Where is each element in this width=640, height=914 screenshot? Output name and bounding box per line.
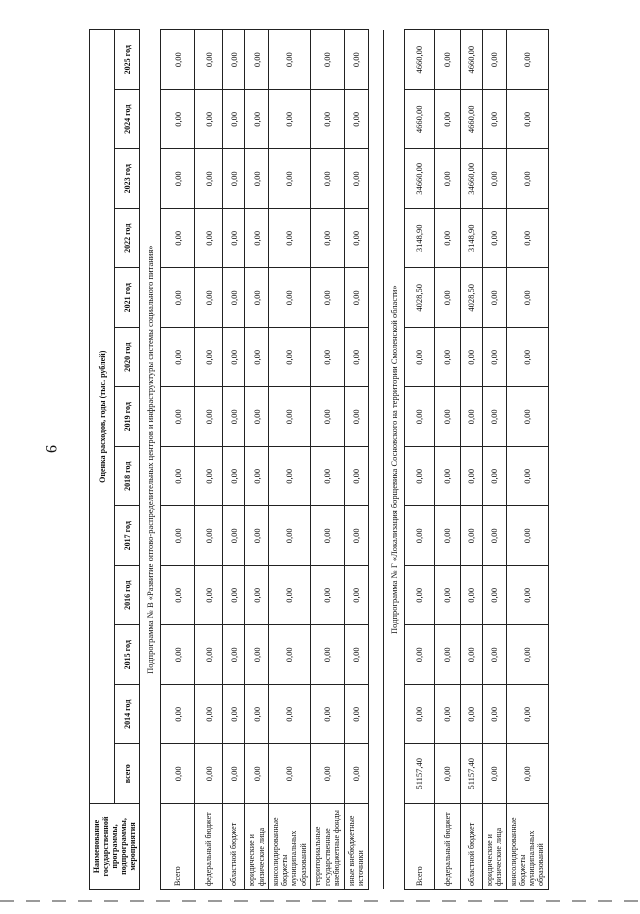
year-header: 2014 год — [115, 685, 140, 745]
value-cell: 0,00 — [434, 209, 460, 269]
budget-table — [89, 29, 549, 890]
value-cell: 0,00 — [482, 685, 506, 745]
value-cell: 0,00 — [269, 447, 311, 507]
value-cell: 0,00 — [434, 447, 460, 507]
value-cell: 0,00 — [310, 30, 344, 90]
value-cell: 0,00 — [482, 506, 506, 566]
value-cell: 0,00 — [245, 387, 269, 447]
value-cell: 0,00 — [245, 506, 269, 566]
value-cell: 0,00 — [269, 268, 311, 328]
row-label: Всего — [161, 804, 195, 890]
value-cell: 0,00 — [506, 209, 548, 269]
value-cell: 4660,00 — [404, 30, 434, 90]
year-header: 2019 год — [115, 387, 140, 447]
table-row — [434, 30, 460, 890]
value-cell: 0,00 — [310, 625, 344, 685]
value-cell: 0,00 — [506, 566, 548, 626]
value-cell: 0,00 — [404, 625, 434, 685]
value-cell: 0,00 — [460, 387, 482, 447]
value-cell: 0,00 — [404, 685, 434, 745]
row-label: федеральный бюджет — [434, 804, 460, 890]
value-cell: 0,00 — [460, 506, 482, 566]
table-row — [482, 30, 506, 890]
value-cell: 0,00 — [223, 625, 245, 685]
value-cell: 0,00 — [161, 268, 195, 328]
value-cell: 51157,40 — [404, 744, 434, 804]
value-cell: 0,00 — [434, 506, 460, 566]
value-cell: 0,00 — [245, 566, 269, 626]
value-cell: 0,00 — [223, 685, 245, 745]
value-cell: 0,00 — [310, 387, 344, 447]
table-row — [344, 30, 368, 890]
value-cell: 34660,00 — [404, 149, 434, 209]
row-label: областной бюджет — [460, 804, 482, 890]
value-cell: 0,00 — [195, 744, 223, 804]
value-cell: 0,00 — [460, 328, 482, 388]
value-cell: 0,00 — [245, 268, 269, 328]
value-cell: 0,00 — [506, 90, 548, 150]
value-cell: 0,00 — [223, 447, 245, 507]
value-cell: 0,00 — [344, 685, 368, 745]
value-cell: 4028,50 — [460, 268, 482, 328]
header-row-1 — [90, 30, 115, 890]
value-cell: 0,00 — [434, 685, 460, 745]
value-cell: 0,00 — [269, 744, 311, 804]
value-cell: 4660,00 — [404, 90, 434, 150]
value-cell: 0,00 — [161, 566, 195, 626]
year-header: всего — [115, 744, 140, 804]
table-row — [269, 30, 311, 890]
row-label: юридические и физические лица — [245, 804, 269, 890]
value-cell: 0,00 — [434, 149, 460, 209]
value-cell: 0,00 — [223, 268, 245, 328]
table-row — [223, 30, 245, 890]
gap — [368, 30, 383, 890]
value-cell: 0,00 — [195, 209, 223, 269]
value-cell: 0,00 — [344, 90, 368, 150]
table-row — [161, 30, 195, 890]
value-cell: 0,00 — [460, 625, 482, 685]
row-label: юридические и физические лица — [482, 804, 506, 890]
value-cell: 0,00 — [161, 209, 195, 269]
value-cell: 0,00 — [506, 625, 548, 685]
value-cell: 0,00 — [195, 90, 223, 150]
header-row-2 — [115, 30, 140, 890]
scan-edge-artifact — [0, 900, 640, 902]
value-cell: 0,00 — [344, 387, 368, 447]
value-cell: 0,00 — [223, 744, 245, 804]
value-cell: 0,00 — [310, 328, 344, 388]
value-cell: 0,00 — [434, 328, 460, 388]
subprogram-g-title: Подпрограмма № Г «Локализация борщевика Сосновского на территории Смоленской области» — [383, 30, 404, 890]
value-cell: 0,00 — [269, 685, 311, 745]
value-cell: 0,00 — [269, 30, 311, 90]
value-cell: 0,00 — [161, 387, 195, 447]
year-header: 2015 год — [115, 625, 140, 685]
value-cell: 0,00 — [269, 387, 311, 447]
year-header: 2021 год — [115, 268, 140, 328]
value-cell: 0,00 — [434, 625, 460, 685]
row-label: консолидированные бюджеты муниципальных образований — [269, 804, 311, 890]
value-cell: 0,00 — [482, 744, 506, 804]
value-cell: 0,00 — [434, 566, 460, 626]
value-cell: 0,00 — [482, 90, 506, 150]
value-cell: 0,00 — [506, 685, 548, 745]
page-number: 9 — [42, 445, 59, 453]
row-label: областной бюджет — [223, 804, 245, 890]
value-cell: 0,00 — [506, 506, 548, 566]
value-cell: 0,00 — [344, 209, 368, 269]
value-cell: 0,00 — [269, 328, 311, 388]
value-cell: 0,00 — [482, 625, 506, 685]
value-cell: 0,00 — [404, 566, 434, 626]
value-cell: 0,00 — [161, 506, 195, 566]
value-cell: 0,00 — [506, 447, 548, 507]
table-row — [404, 30, 434, 890]
value-cell: 0,00 — [310, 209, 344, 269]
value-cell: 0,00 — [195, 625, 223, 685]
value-cell: 0,00 — [195, 566, 223, 626]
value-cell: 0,00 — [460, 447, 482, 507]
value-cell: 0,00 — [161, 447, 195, 507]
value-cell: 0,00 — [482, 209, 506, 269]
value-cell: 0,00 — [161, 744, 195, 804]
value-cell: 0,00 — [310, 566, 344, 626]
value-cell: 0,00 — [245, 30, 269, 90]
value-cell: 0,00 — [195, 685, 223, 745]
table-row — [506, 30, 548, 890]
subprogram-v-body — [140, 30, 369, 890]
value-cell: 0,00 — [269, 90, 311, 150]
value-cell: 0,00 — [506, 328, 548, 388]
value-cell: 0,00 — [482, 328, 506, 388]
value-cell: 0,00 — [482, 566, 506, 626]
row-label: федеральный бюджет — [195, 804, 223, 890]
value-cell: 0,00 — [195, 149, 223, 209]
value-cell: 3148,90 — [404, 209, 434, 269]
value-cell: 0,00 — [460, 685, 482, 745]
value-cell: 0,00 — [195, 506, 223, 566]
value-cell: 0,00 — [310, 685, 344, 745]
year-header: 2018 год — [115, 447, 140, 507]
row-label: консолидированные бюджеты муниципальных образований — [506, 804, 548, 890]
value-cell: 0,00 — [195, 387, 223, 447]
subprogram-v-title-row — [140, 30, 161, 890]
value-cell: 0,00 — [161, 149, 195, 209]
table-row — [460, 30, 482, 890]
value-cell: 0,00 — [344, 625, 368, 685]
value-cell: 0,00 — [223, 328, 245, 388]
value-cell: 0,00 — [434, 744, 460, 804]
table-row — [195, 30, 223, 890]
value-cell: 0,00 — [269, 506, 311, 566]
value-cell: 0,00 — [344, 30, 368, 90]
value-cell: 0,00 — [223, 149, 245, 209]
value-cell: 0,00 — [223, 209, 245, 269]
value-cell: 0,00 — [404, 387, 434, 447]
value-cell: 0,00 — [223, 566, 245, 626]
subprogram-g-body — [383, 30, 548, 890]
row-label: территориальные государственные внебюджетные фонды — [310, 804, 344, 890]
value-cell: 0,00 — [195, 268, 223, 328]
value-cell: 0,00 — [223, 387, 245, 447]
value-cell: 0,00 — [223, 30, 245, 90]
value-cell: 0,00 — [506, 744, 548, 804]
year-header: 2023 год — [115, 149, 140, 209]
value-cell: 0,00 — [310, 90, 344, 150]
estimate-header: Оценка расходов, годы (тыс. рублей) — [90, 30, 115, 804]
year-header: 2022 год — [115, 209, 140, 269]
value-cell: 0,00 — [506, 268, 548, 328]
value-cell: 0,00 — [195, 328, 223, 388]
value-cell: 0,00 — [460, 566, 482, 626]
year-header: 2017 год — [115, 506, 140, 566]
year-header: 2024 год — [115, 90, 140, 150]
year-header: 2025 год — [115, 30, 140, 90]
value-cell: 0,00 — [269, 209, 311, 269]
value-cell: 0,00 — [161, 30, 195, 90]
value-cell: 0,00 — [310, 149, 344, 209]
subprogram-g-title-row — [383, 30, 404, 890]
value-cell: 0,00 — [245, 149, 269, 209]
value-cell: 0,00 — [344, 149, 368, 209]
value-cell: 0,00 — [344, 506, 368, 566]
value-cell: 0,00 — [310, 506, 344, 566]
value-cell: 0,00 — [195, 30, 223, 90]
value-cell: 0,00 — [434, 268, 460, 328]
value-cell: 0,00 — [404, 447, 434, 507]
value-cell: 0,00 — [482, 30, 506, 90]
value-cell: 4660,00 — [460, 90, 482, 150]
value-cell: 0,00 — [245, 685, 269, 745]
value-cell: 0,00 — [310, 268, 344, 328]
value-cell: 0,00 — [245, 209, 269, 269]
value-cell: 0,00 — [434, 387, 460, 447]
value-cell: 4660,00 — [460, 30, 482, 90]
value-cell: 0,00 — [310, 744, 344, 804]
value-cell: 0,00 — [344, 328, 368, 388]
value-cell: 0,00 — [434, 30, 460, 90]
value-cell: 0,00 — [404, 328, 434, 388]
row-label: Всего — [404, 804, 434, 890]
value-cell: 0,00 — [245, 328, 269, 388]
table-row — [245, 30, 269, 890]
rotated-table-area — [89, 30, 546, 890]
value-cell: 0,00 — [482, 268, 506, 328]
value-cell: 0,00 — [161, 328, 195, 388]
value-cell: 0,00 — [195, 447, 223, 507]
value-cell: 0,00 — [310, 447, 344, 507]
row-label: иные внебюджетные источники — [344, 804, 368, 890]
value-cell: 0,00 — [506, 387, 548, 447]
value-cell: 0,00 — [482, 149, 506, 209]
value-cell: 0,00 — [482, 387, 506, 447]
value-cell: 51157,40 — [460, 744, 482, 804]
year-header: 2016 год — [115, 566, 140, 626]
value-cell: 4028,50 — [404, 268, 434, 328]
name-column-header: Наименование государственной программы, подпрограммы, мероприятия — [90, 804, 140, 890]
value-cell: 0,00 — [482, 447, 506, 507]
value-cell: 0,00 — [269, 149, 311, 209]
value-cell: 0,00 — [506, 149, 548, 209]
value-cell: 0,00 — [161, 685, 195, 745]
value-cell: 0,00 — [344, 268, 368, 328]
year-header: 2020 год — [115, 328, 140, 388]
value-cell: 0,00 — [269, 566, 311, 626]
value-cell: 0,00 — [344, 566, 368, 626]
value-cell: 0,00 — [269, 625, 311, 685]
value-cell: 0,00 — [245, 90, 269, 150]
value-cell: 0,00 — [245, 447, 269, 507]
value-cell: 0,00 — [245, 625, 269, 685]
value-cell: 0,00 — [245, 744, 269, 804]
value-cell: 0,00 — [223, 90, 245, 150]
value-cell: 0,00 — [161, 90, 195, 150]
value-cell: 0,00 — [434, 90, 460, 150]
subprogram-v-title: Подпрограмма № В «Развитие оптово-распределительных центров и инфраструктуры системы социального питания» — [140, 30, 161, 890]
value-cell: 0,00 — [506, 30, 548, 90]
value-cell: 0,00 — [344, 744, 368, 804]
value-cell: 34660,00 — [460, 149, 482, 209]
value-cell: 0,00 — [161, 625, 195, 685]
value-cell: 0,00 — [344, 447, 368, 507]
value-cell: 0,00 — [404, 506, 434, 566]
value-cell: 0,00 — [223, 506, 245, 566]
value-cell: 3148,90 — [460, 209, 482, 269]
table-row — [310, 30, 344, 890]
